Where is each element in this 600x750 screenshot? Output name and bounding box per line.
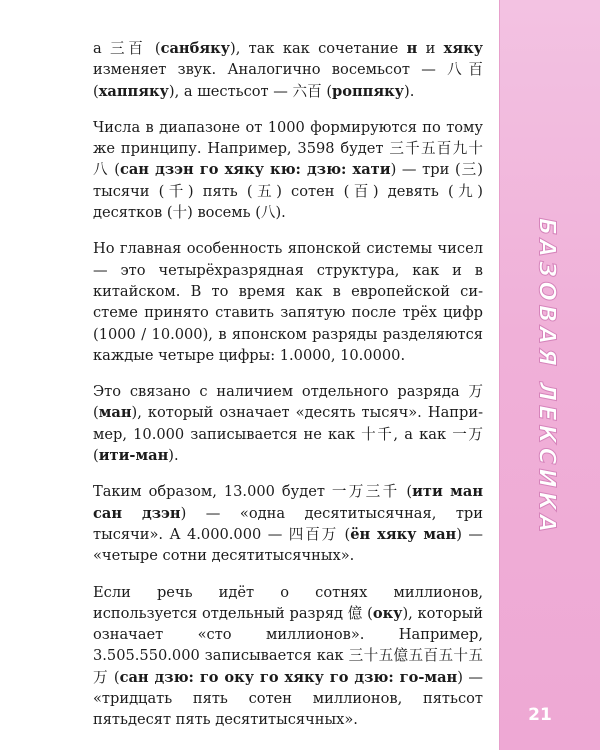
- text-run: Числа в диапазоне от 1000 формируются по тому же принципу. Например, 3598 будет 三千五百九十八 (: [93, 118, 483, 179]
- text-run: ), который означает «сто миллионов». Например, 3.505.550.000 записывается как 三十五億五百五十五万 (: [93, 604, 483, 686]
- text-run: ) — три (三) тысячи (千) пять (五) сотен (百) девять (九) десятков (十) восемь (八).: [93, 161, 483, 222]
- paragraph: [93, 481, 483, 566]
- text-run: ).: [168, 447, 179, 465]
- page-number: 21: [528, 705, 552, 725]
- text-run: Таким образом, 13.000 будет 一万三千 (: [93, 483, 413, 501]
- romaji-term: ён хяку ман: [350, 525, 457, 543]
- romaji-term: хяку: [443, 40, 483, 57]
- text-run: Но главная особенность японской системы чисел — это четырёхразрядная структура, как и в китайском. В то время как в европейской системе принято ставить запятую после трёх цифр (1000 / 10.000), в японском разряды разделяются каждые четыре цифры: 1.0000, 10.0000.: [93, 240, 483, 364]
- text-run: ), который означает «десять тысяч». Например, 10.000 записывается не как 十千, а как 一万 (: [93, 404, 483, 465]
- text-run: ).: [404, 82, 415, 100]
- romaji-term: санбяку: [160, 40, 230, 57]
- romaji-term: сан дзэн го хяку кю: дзю: хати: [119, 161, 391, 179]
- romaji-term: роппяку: [332, 82, 404, 100]
- text-run: ) — «одна десятитысячная, три тысячи». А 4.000.000 — 四百万 (: [93, 504, 483, 543]
- paragraph: [93, 582, 483, 731]
- romaji-term: хаппяку: [98, 82, 169, 100]
- paragraph: [93, 38, 483, 102]
- text-run: изменяет звук. Аналогично восемьсот — 八百 (: [93, 61, 483, 100]
- section-title-text: БАЗОВАЯ ЛЕКСИКА: [533, 217, 559, 537]
- romaji-term: ити ман сан дзэн: [93, 483, 483, 522]
- text-run: ), так как сочетание: [230, 40, 407, 57]
- text-run: ) — «четыре сотни десятитысячных».: [93, 525, 483, 565]
- text-run: а 三百 (: [93, 40, 161, 57]
- paragraph: [93, 238, 483, 366]
- romaji-term: ман: [98, 404, 132, 422]
- text-run: Если речь идёт о сотнях миллионов, используется отдельный разряд 億 (: [93, 583, 483, 622]
- romaji-term: н: [406, 40, 418, 57]
- text-run: и: [417, 40, 444, 57]
- romaji-term: ити-ман: [98, 447, 169, 465]
- text-run: ) — «тридцать пять сотен миллионов, пятьсот пятьдесят пять десятитысячных».: [93, 668, 483, 729]
- text-run: ), а шестьсот — 六百 (: [168, 82, 333, 100]
- paragraph: [93, 117, 483, 223]
- body-text: [93, 38, 483, 746]
- romaji-term: оку: [372, 604, 403, 622]
- text-run: Это связано с наличием отдельного разряда 万 (: [93, 383, 483, 422]
- romaji-term: сан дзю: го оку го хяку го дзю: го-ман: [119, 668, 458, 686]
- paragraph: [93, 381, 483, 466]
- section-title-vertical: [520, 217, 572, 537]
